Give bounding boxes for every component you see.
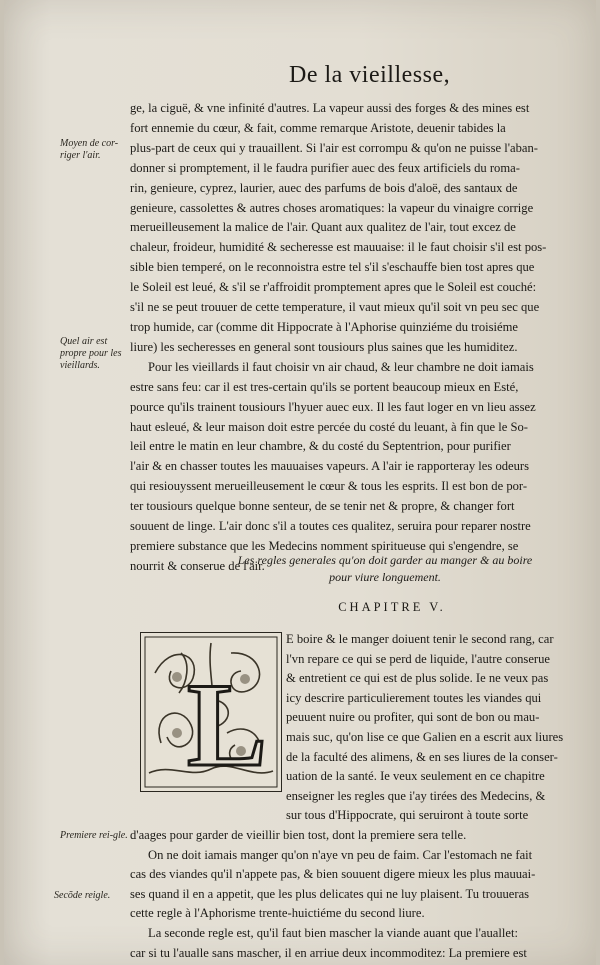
text-line: premiere substance que les Medecins nomment spiritueuse qui s'engendre, se [130, 538, 519, 553]
text-line: d'aages pour garder de vieillir bien tost, dont la premiere sera telle. [130, 827, 467, 842]
book-page [4, 0, 596, 965]
text-line: E boire & le manger doiuent tenir le second rang, car [286, 632, 554, 646]
section-subtitle [200, 552, 570, 586]
running-head: De la vieillesse, [289, 62, 451, 88]
text-line: donner si promptement, il le faudra purifier auec des feux artificiels du roma- [130, 160, 520, 175]
text-line: s'il ne se peut trouuer de cette temperature, il vaut mieux qu'il soit vn peu sec que [130, 300, 540, 315]
text-line: peuuent nuire ou profiter, qui sont de bon ou mau- [286, 710, 540, 725]
margin-note-air-correction: Moyen de cor-riger l'air. [60, 138, 119, 161]
text-line: estre sans feu: car il est tres-certain qu'ils se portent beaucoup mieux en Esté, [130, 379, 519, 394]
text-line: le Soleil est leué, & s'il se r'affroidit promptement apres que le Soleil est couché: [130, 280, 537, 295]
text-line: cette regle à l'Aphorisme trente-huictiéme du second liure. [130, 906, 425, 921]
chapter-heading: CHAPITRE V. [338, 600, 446, 614]
text-line: icy descrire particulierement toutes les viandes qui [286, 690, 542, 705]
text-line: mais suc, qu'on lise ce que Galien en a escrit aux liures [286, 729, 564, 744]
text-line: La seconde regle est, qu'il faut bien mascher la viande auant que l'auallet: [148, 925, 518, 940]
text-line: car si tu l'aualle sans mascher, il en arriue deux incommoditez: La premiere est [130, 945, 527, 960]
text-line: sur tous d'Hippocrate, qui seruiront à toute sorte [286, 808, 529, 823]
text-line: On ne doit iamais manger qu'on n'aye vn peu de faim. Car l'estomach ne fait [148, 847, 533, 862]
text-line: liure) les secheresses en general sont tousiours plus saines que les humiditez. [130, 339, 518, 354]
text-line: ge, la ciguë, & vne infinité d'autres. La vapeur aussi des forges & des mines est [130, 101, 530, 115]
text-line: merueilleusement la malice de l'air. Quant aux qualitez de l'air, tout excez de [130, 220, 516, 235]
text-line: rin, genieure, cyprez, laurier, auec des parfums de bois d'aloë, des santaux de [130, 180, 518, 195]
text-line: & entretient ce qui est de plus solide. Ie ne veux pas [286, 671, 549, 686]
text-line: leil entre le matin en leur chambre, & du costé du Septentrion, pour purifier [130, 439, 511, 454]
text-line: cas des viandes qu'il n'appete pas, & bien souuent digere mieux les plus mauuai- [130, 867, 536, 882]
text-line: pource qu'ils trainent tousiours l'hyuer auec eux. Il les faut loger en vn lieu assez [130, 399, 536, 414]
text-line: sible bien temperé, on le reconnoistra estre tel s'il s'eschauffe bien tost apres que [130, 260, 535, 275]
wrapped-block [286, 630, 582, 826]
margin-note-air-for-elderly: Quel air est propre pour les vieillards. [60, 336, 122, 371]
text-line: souuent de linge. L'air donc s'il a toutes ces qualitez, seruira pour reparer nostre [130, 519, 531, 534]
text-line: trop humide, car (comme dit Hippocrate à l'Aphorise quinziéme du troisiéme [130, 319, 519, 334]
text-line: genieure, cassolettes & autres choses aromatiques: la vapeur du vinaigre corrige [130, 200, 534, 215]
text-line: nourrit & conserue de l'air. [130, 558, 265, 573]
text-line: fort ennemie du cœur, & fait, comme remarque Aristote, deuenir tabides la [130, 120, 506, 135]
text-line: de la faculté des alimens, & en ses liures de la conser- [286, 749, 558, 764]
text-line: chaleur, froideur, humidité & secheresse est mauuaise: il le faut choisir s'il est pos- [130, 240, 547, 255]
body-text [130, 99, 582, 577]
text-line: haut esleué, & leur maison doit estre percée du costé du leuant, à fin que le So- [130, 419, 528, 434]
text-line: ses quand il en a appetit, que les plus delicates qui ne luy plaisent. Tu trouueras [130, 886, 530, 901]
text-line: plus-part de ceux qui y trauaillent. Si l'air est corrompu & qu'on ne puisse l'aban- [130, 140, 538, 155]
drop-cap-letter: L [187, 658, 268, 791]
chapter-text [130, 630, 582, 963]
subtitle-line: Les regles generales qu'on doit garder au manger & au boire [237, 553, 533, 567]
text-line: uation de la santé. Ie veux seulement en ce chapitre [286, 769, 545, 784]
text-line: l'air & en chasser toutes les mauuaises vapeurs. A l'air ie rapporteray les odeurs [130, 459, 530, 474]
text-line: Pour les vieillards il faut choisir vn air chaud, & leur chambre ne doit iamais [148, 359, 534, 374]
text-line: qui resiouyssent merueilleusement le cœur & tous les esprits. Il est bon de por- [130, 479, 528, 494]
text-line: ter tousiours quelque bonne senteur, de se tenir net & propre, & changer fort [130, 499, 515, 514]
text-line: l'vn repare ce qui se perd de liquide, l'autre conserue [286, 651, 550, 666]
text-line: enseigner les regles que i'ay tirées des Medecins, & [286, 788, 546, 803]
subtitle-line: pour viure longuement. [329, 570, 441, 584]
margin-note-second-rule: Secõde reigle. [54, 890, 111, 901]
margin-note-first-rule: Premiere rei-gle. [60, 830, 128, 841]
